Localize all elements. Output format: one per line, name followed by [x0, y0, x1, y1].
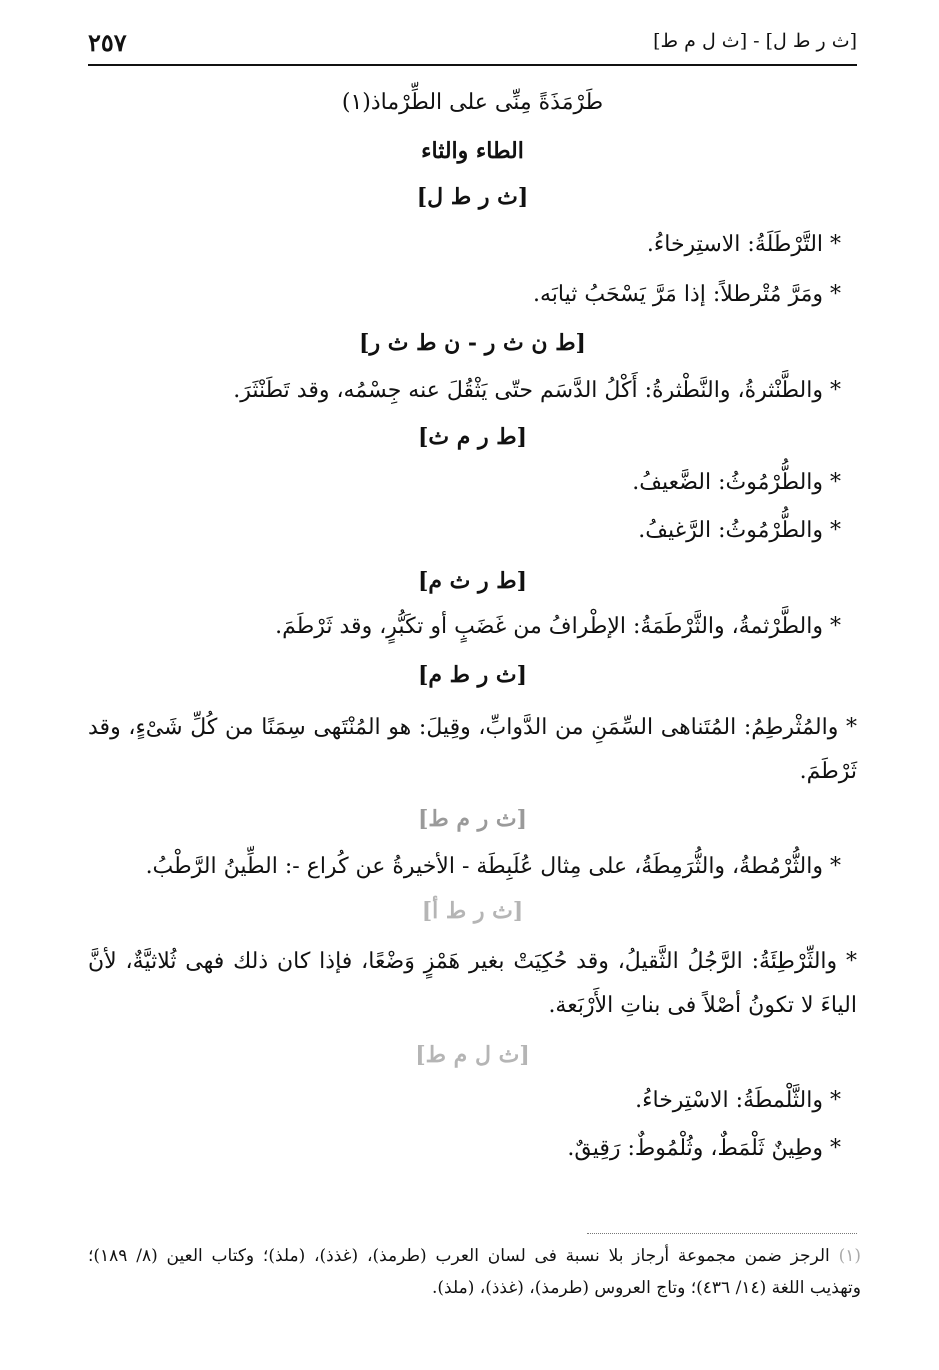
page-header	[88, 26, 857, 66]
verse-line: طَرْمَذَةً مِنِّى على الطِّرْماذ(١)	[341, 90, 604, 115]
running-head: [ث ر ط ل] - [ث ل م ط]	[653, 30, 857, 52]
entry-3-1: * والطُّرْمُوثُ: الضَّعيفُ.	[632, 470, 841, 495]
entry-7-1: * والثِّرْطِئَةُ: الرَّجُلُ الثَّقيلُ، وقد حُكِيَتْ بغير هَمْزٍ وَضْعًا، فإذا كان ذلك فهى ثُلاثيَّةٌ، لأنَّ الياءَ لا تكونُ أصْلاً فى بناتِ الأَرْبَعة.	[88, 949, 857, 1018]
root-heading-2: [ط ن ث ر - ن ط ث ر]	[359, 330, 586, 356]
chapter-title: الطاء والثاء	[421, 138, 524, 164]
page-number: ٢٥٧	[88, 28, 127, 57]
root-heading-6: [ث ر م ط]	[417, 806, 528, 832]
entry-2-1: * والطَّنْثرةُ، والنَّطْثرةُ: أَكْلُ الدَّسَم حتّى يَثْقُلَ عنه جِسْمُه، وقد تَطَنْثَرَ.	[233, 378, 841, 403]
root-heading-3: [ط ر م ث]	[417, 424, 528, 450]
entry-4-1: * والطَّرْثمةُ، والثَّرْطَمَةُ: الإطْرافُ من غَضَبٍ أو تكَبُّرٍ، وقد ثَرْطَمَ.	[275, 614, 841, 639]
footnote-rule	[587, 1233, 857, 1234]
entry-5-1: * والمُثْرطِمُ: المُتَناهى السِّمَنِ من الدَّوابِّ، وقِيلَ: هو المُنْتَهى سِمَنًا من كُلِّ شَىْءٍ، وقد ثَرْطَمَ.	[88, 715, 857, 784]
root-heading-5: [ث ر ط م]	[417, 662, 528, 688]
root-heading-4: [ط ر ث م]	[417, 568, 528, 594]
footnote-text: الرجز ضمن مجموعة أرجاز بلا نسبة فى لسان العرب (طرمذ)، (غذذ)، (ملذ)؛ وكتاب العين (٨/ ١٨٩)؛ وتهذيب اللغة (١٤/ ٤٣٦)؛ وتاج العروس (طرمذ)، (غذذ)، (ملذ).	[88, 1246, 861, 1298]
root-heading-8: [ث ل م ط]	[415, 1042, 530, 1068]
entry-6-1: * والثُّرْمُطةُ، والثُّرَمِطَةُ، على مِثال عُلَبِطَة - الأخيرةُ عن كُراع -: الطِّينُ الرَّطْبُ.	[145, 854, 841, 879]
root-heading-7: [ث ر ط أ]	[421, 898, 524, 924]
entry-1-1: * التَّرْطَلَةُ: الاستِرخاءُ.	[646, 232, 841, 257]
footnote-marker: (١)	[838, 1246, 861, 1266]
entry-3-2: * والطُّرْمُوثُ: الرَّغيفُ.	[638, 518, 841, 543]
entry-8-1: * والثَّلْمطَةُ: الاسْتِرخاءُ.	[635, 1088, 841, 1113]
entry-8-2: * وطِينٌ ثَلْمَطٌ، وثُلْمُوطٌ: رَقِيقٌ.	[567, 1136, 841, 1161]
root-heading-1: [ث ر ط ل]	[416, 184, 529, 210]
entry-1-2: * ومَرَّ مُتْرطلاً: إذا مَرَّ يَسْحَبُ ثيابَه.	[533, 282, 841, 307]
footnote	[88, 1240, 861, 1304]
